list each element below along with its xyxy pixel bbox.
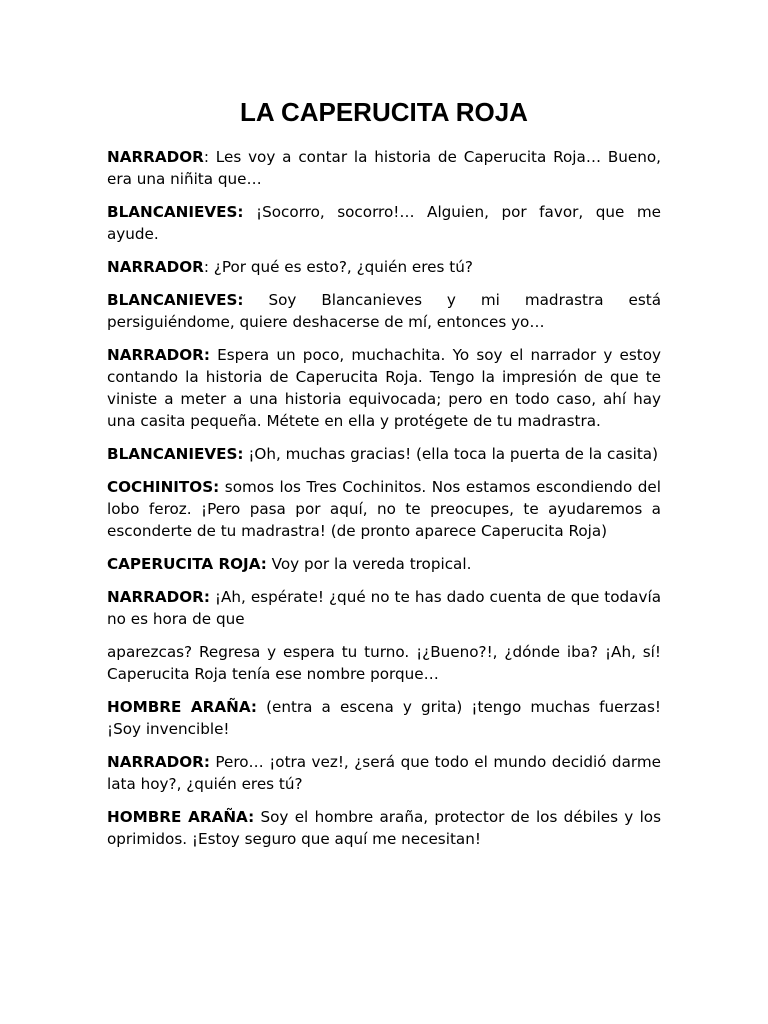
speaker-name: BLANCANIEVES: xyxy=(107,203,244,221)
dialogue-line xyxy=(107,641,661,685)
dialogue-line xyxy=(107,289,661,333)
dialogue-line xyxy=(107,344,661,432)
speaker-name: BLANCANIEVES: xyxy=(107,291,244,309)
dialogue-text: aparezcas? Regresa y espera tu turno. ¡¿Bueno?!, ¿dónde iba? ¡Ah, sí! Caperucita Roja tenía ese nombre porque… xyxy=(107,643,661,683)
speaker-name: NARRADOR xyxy=(107,148,204,166)
dialogue-line xyxy=(107,256,661,278)
dialogue-text: ¡Oh, muchas gracias! (ella toca la puerta de la casita) xyxy=(248,445,659,463)
dialogue-line xyxy=(107,806,661,850)
dialogue-text: (entra a escena y grita) ¡tengo muchas fuerzas! ¡Soy invencible! xyxy=(107,698,661,738)
speaker-name: NARRADOR xyxy=(107,258,204,276)
dialogue-line xyxy=(107,443,661,465)
speaker-separator xyxy=(244,291,269,309)
speaker-name: CAPERUCITA ROJA: xyxy=(107,555,267,573)
speaker-name: NARRADOR: xyxy=(107,588,210,606)
speaker-separator xyxy=(244,203,257,221)
dialogue-line xyxy=(107,201,661,245)
dialogue-text: Espera un poco, muchachita. Yo soy el narrador y estoy contando la historia de Caperucita Roja. Tengo la impresión de que te viniste a meter a una historia equivocada; pero en todo caso, ahí hay una casita pequeña. Métete en ella y protégete de tu madrastra. xyxy=(107,346,661,430)
dialogue-line xyxy=(107,553,661,575)
speaker-name: HOMBRE ARAÑA: xyxy=(107,808,255,826)
dialogue-text: somos los Tres Cochinitos. Nos estamos escondiendo del lobo feroz. ¡Pero pasa por aquí, no te preocupes, te ayudaremos a esconderte de tu madrastra! (de pronto aparece Caperucita Roja) xyxy=(107,478,661,540)
dialogue-text: Pero… ¡otra vez!, ¿será que todo el mundo decidió darme lata hoy?, ¿quién eres tú? xyxy=(107,753,661,793)
dialogue-text: ¡Socorro, socorro!… Alguien, por favor, que me ayude. xyxy=(107,203,661,243)
dialogue-text: Soy el hombre araña, protector de los débiles y los oprimidos. ¡Estoy seguro que aquí me necesitan! xyxy=(107,808,662,848)
speaker-name: NARRADOR: xyxy=(107,346,210,364)
dialogue-text: Les voy a contar la historia de Caperucita Roja… Bueno, era una niñita que… xyxy=(107,148,661,188)
speaker-separator xyxy=(257,698,266,716)
dialogue-line xyxy=(107,146,661,190)
dialogue-line xyxy=(107,476,661,542)
speaker-name: HOMBRE ARAÑA: xyxy=(107,698,257,716)
speaker-name: NARRADOR: xyxy=(107,753,210,771)
script-body xyxy=(107,146,661,850)
speaker-name: COCHINITOS: xyxy=(107,478,220,496)
dialogue-text: ¡Ah, espérate! ¿qué no te has dado cuenta de que todavía no es hora de que xyxy=(107,588,662,628)
dialogue-text: Soy Blancanieves y mi madrastra está persiguiéndome, quiere deshacerse de mí, entonces yo… xyxy=(107,291,662,331)
speaker-separator: : xyxy=(203,258,214,276)
document-title: LA CAPERUCITA ROJA xyxy=(240,97,528,127)
dialogue-line xyxy=(107,696,661,740)
dialogue-line xyxy=(107,586,661,630)
dialogue-line xyxy=(107,751,661,795)
speaker-separator: : xyxy=(203,148,216,166)
dialogue-text: ¿Por qué es esto?, ¿quién eres tú? xyxy=(213,258,473,276)
dialogue-text: Voy por la vereda tropical. xyxy=(271,555,472,573)
speaker-name: BLANCANIEVES: xyxy=(107,445,244,463)
